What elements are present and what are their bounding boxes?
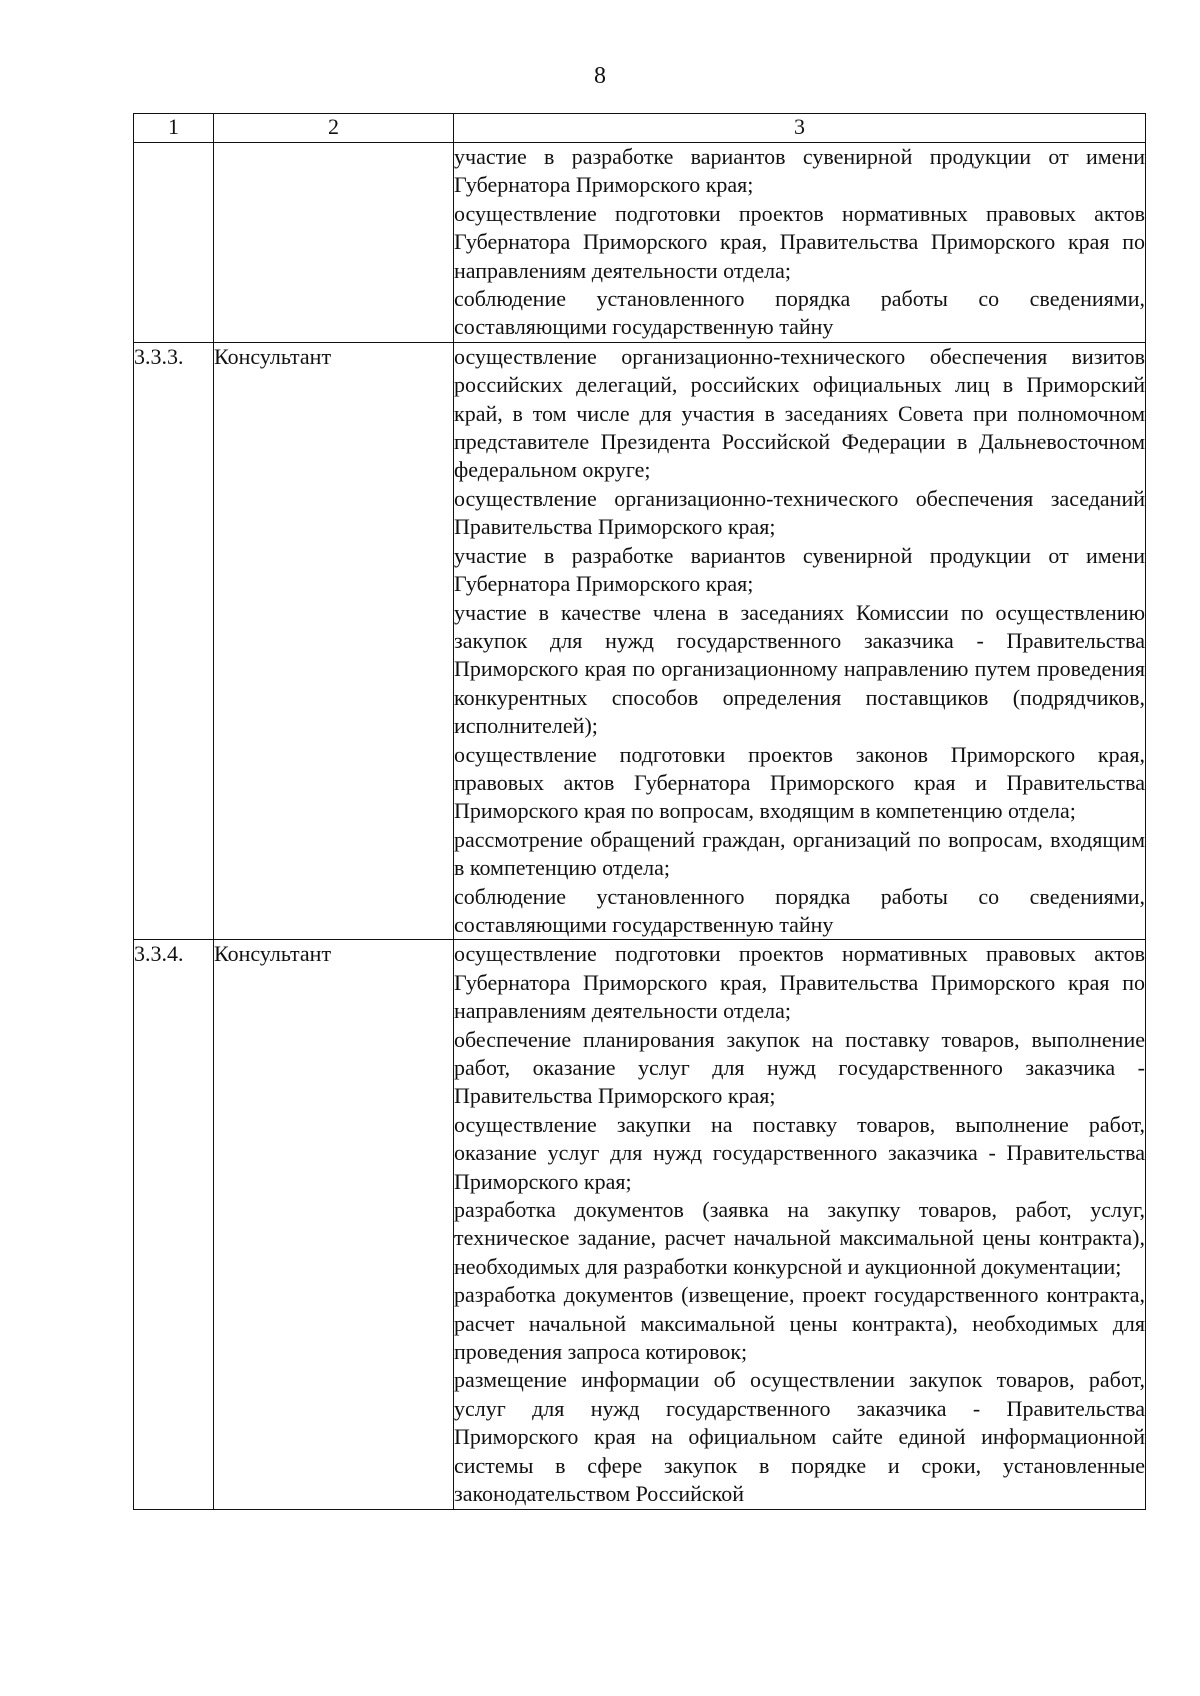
table-row: [134, 143, 1146, 343]
row-number-cell: 3.3.4.: [134, 940, 214, 1509]
row-number-cell: 3.3.3.: [134, 342, 214, 940]
duty-item: соблюдение установленного порядка работы со сведениями, составляющими государственную тайну: [454, 883, 1145, 937]
duty-item: участие в качестве члена в заседаниях Комиссии по осуществлению закупок для нужд государственного заказчика - Правительства Приморского края по организационному направлению путем проведения конкурентных способов определения поставщиков (подрядчиков, исполнителей);: [454, 599, 1145, 739]
duty-item: осуществление организационно-технического обеспечения визитов российских делегаций, российских официальных лиц в Приморский край, в том числе для участия в заседаниях Совета при полномочном представителе Президента Российской Федерации в Дальневосточном федеральном округе;: [454, 343, 1145, 483]
position-cell: Консультант: [214, 940, 454, 1509]
table-row: [134, 342, 1146, 940]
duty-item: обеспечение планирования закупок на поставку товаров, выполнение работ, оказание услуг для нужд государственного заказчика - Правительства Приморского края;: [454, 1026, 1145, 1109]
duty-item: участие в разработке вариантов сувенирной продукции от имени Губернатора Приморского края;: [454, 144, 1145, 198]
table-row: [134, 940, 1146, 1509]
position-cell: Консультант: [214, 342, 454, 940]
duty-item: осуществление организационно-технического обеспечения заседаний Правительства Приморского края;: [454, 485, 1145, 540]
duty-item: разработка документов (извещение, проект государственного контракта, расчет начальной максимальной цены контракта), необходимых для проведения запроса котировок;: [454, 1282, 1145, 1365]
table-header-row: [134, 114, 1146, 143]
row-number-cell: [134, 143, 214, 343]
duties-cell: [454, 342, 1146, 940]
duties-cell: [454, 143, 1146, 343]
duty-item: осуществление подготовки проектов нормативных правовых актов Губернатора Приморского края, Правительства Приморского края по направлениям деятельности отдела;: [454, 941, 1145, 1024]
duty-item: участие в разработке вариантов сувенирной продукции от имени Губернатора Приморского края;: [454, 542, 1145, 597]
duty-item: осуществление закупки на поставку товаров, выполнение работ, оказание услуг для нужд государственного заказчика - Правительства Приморского края;: [454, 1111, 1145, 1194]
duty-item: осуществление подготовки проектов нормативных правовых актов Губернатора Приморского края, Правительства Приморского края по направлениям деятельности отдела;: [454, 200, 1145, 283]
duty-item: разработка документов (заявка на закупку товаров, работ, услуг, техническое задание, расчет начальной максимальной цены контракта), необходимых для разработки конкурсной и аукционной документации;: [454, 1197, 1145, 1279]
page-number: 8: [594, 63, 606, 89]
header-cell-1: 1: [134, 114, 214, 143]
duty-item: соблюдение установленного порядка работы со сведениями, составляющими государственную тайну: [454, 286, 1145, 340]
duties-cell: [454, 940, 1146, 1509]
header-cell-3: 3: [454, 114, 1146, 143]
header-cell-2: 2: [214, 114, 454, 143]
duty-item: размещение информации об осуществлении закупок товаров, работ, услуг для нужд государственного заказчика - Правительства Приморского края на официальном сайте единой информационной системы в сфере закупок в порядке и сроки, установленные законодательством Российской: [454, 1367, 1145, 1507]
duty-item: рассмотрение обращений граждан, организаций по вопросам, входящим в компетенцию отдела;: [454, 826, 1145, 881]
duty-item: осуществление подготовки проектов законов Приморского края, правовых актов Губернатора Приморского края и Правительства Приморского края по вопросам, входящим в компетенцию отдела;: [454, 741, 1145, 824]
position-cell: [214, 143, 454, 343]
duties-table: [133, 113, 1146, 1510]
